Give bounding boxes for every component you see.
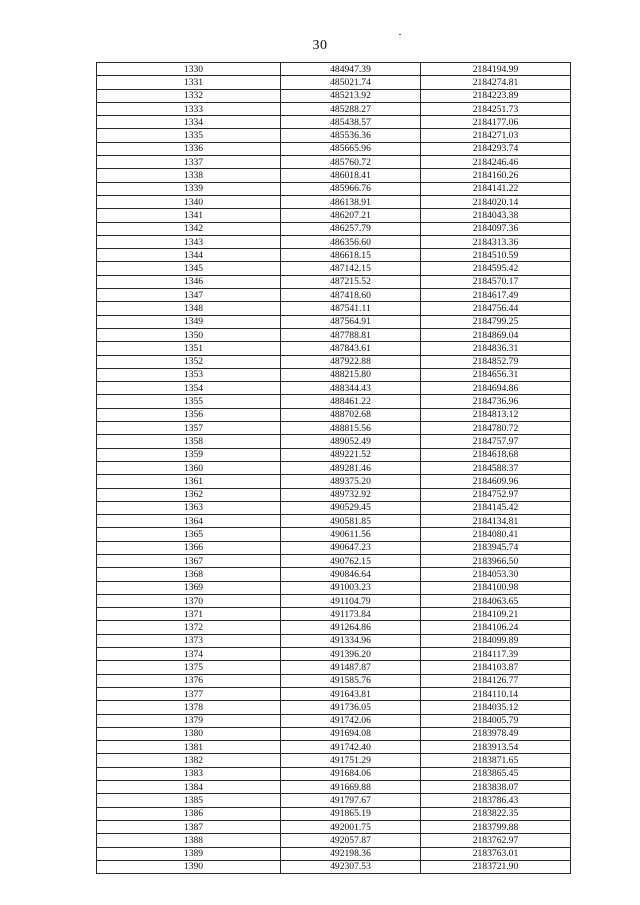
y-coordinate-cell: 2183721.90 [421,860,571,873]
y-coordinate-cell: 2183865.45 [421,767,571,780]
y-coordinate-cell: 2184109.21 [421,608,571,621]
point-number-cell: 1383 [97,767,281,780]
y-coordinate-cell: 2183822.35 [421,807,571,820]
x-coordinate-cell: 490647.23 [281,541,421,554]
table-row [97,235,571,248]
x-coordinate-cell: 485021.74 [281,76,421,89]
point-number-cell: 1374 [97,648,281,661]
point-number-cell: 1387 [97,820,281,833]
table-row [97,142,571,155]
point-number-cell: 1343 [97,235,281,248]
y-coordinate-cell: 2184757.97 [421,435,571,448]
x-coordinate-cell: 491643.81 [281,687,421,700]
y-coordinate-cell: 2184836.31 [421,342,571,355]
y-coordinate-cell: 2184099.89 [421,634,571,647]
table-row [97,634,571,647]
point-number-cell: 1354 [97,382,281,395]
y-coordinate-cell: 2184588.37 [421,461,571,474]
point-number-cell: 1386 [97,807,281,820]
x-coordinate-cell: 491585.76 [281,674,421,687]
x-coordinate-cell: 492001.75 [281,820,421,833]
point-number-cell: 1381 [97,741,281,754]
point-number-cell: 1389 [97,847,281,860]
table-row [97,395,571,408]
x-coordinate-cell: 486138.91 [281,195,421,208]
x-coordinate-cell: 488344.43 [281,382,421,395]
y-coordinate-cell: 2184595.42 [421,262,571,275]
point-number-cell: 1332 [97,89,281,102]
y-coordinate-cell: 2184103.87 [421,661,571,674]
y-coordinate-cell: 2184313.36 [421,235,571,248]
x-coordinate-cell: 490529.45 [281,501,421,514]
x-coordinate-cell: 487788.81 [281,328,421,341]
y-coordinate-cell: 2184799.25 [421,315,571,328]
point-number-cell: 1363 [97,501,281,514]
point-number-cell: 1371 [97,608,281,621]
coordinates-table [96,62,571,874]
y-coordinate-cell: 2184043.38 [421,209,571,222]
y-coordinate-cell: 2184271.03 [421,129,571,142]
x-coordinate-cell: 488461.22 [281,395,421,408]
table-row [97,834,571,847]
point-number-cell: 1342 [97,222,281,235]
y-coordinate-cell: 2184080.41 [421,528,571,541]
y-coordinate-cell: 2184194.99 [421,63,571,76]
x-coordinate-cell: 490762.15 [281,554,421,567]
point-number-cell: 1360 [97,461,281,474]
y-coordinate-cell: 2184177.06 [421,116,571,129]
y-coordinate-cell: 2183871.65 [421,754,571,767]
point-number-cell: 1350 [97,328,281,341]
table-row [97,116,571,129]
x-coordinate-cell: 491797.67 [281,794,421,807]
point-number-cell: 1331 [97,76,281,89]
x-coordinate-cell: 485665.96 [281,142,421,155]
x-coordinate-cell: 488215.80 [281,368,421,381]
point-number-cell: 1349 [97,315,281,328]
x-coordinate-cell: 487541.11 [281,302,421,315]
y-coordinate-cell: 2183945.74 [421,541,571,554]
table-row [97,209,571,222]
table-row [97,182,571,195]
point-number-cell: 1382 [97,754,281,767]
y-coordinate-cell: 2184780.72 [421,422,571,435]
y-coordinate-cell: 2184223.89 [421,89,571,102]
point-number-cell: 1369 [97,581,281,594]
table-row [97,820,571,833]
y-coordinate-cell: 2183966.50 [421,554,571,567]
x-coordinate-cell: 488815.56 [281,422,421,435]
point-number-cell: 1390 [97,860,281,873]
x-coordinate-cell: 491694.08 [281,727,421,740]
table-row [97,847,571,860]
table-row [97,368,571,381]
point-number-cell: 1370 [97,594,281,607]
y-coordinate-cell: 2184617.49 [421,289,571,302]
y-coordinate-cell: 2184160.26 [421,169,571,182]
y-coordinate-cell: 2184005.79 [421,714,571,727]
point-number-cell: 1347 [97,289,281,302]
point-number-cell: 1377 [97,687,281,700]
y-coordinate-cell: 2184117.39 [421,648,571,661]
x-coordinate-cell: 491865.19 [281,807,421,820]
table-row [97,102,571,115]
x-coordinate-cell: 487564.91 [281,315,421,328]
point-number-cell: 1367 [97,554,281,567]
table-row [97,581,571,594]
y-coordinate-cell: 2183763.01 [421,847,571,860]
x-coordinate-cell: 491684.06 [281,767,421,780]
y-coordinate-cell: 2184293.74 [421,142,571,155]
table-row [97,222,571,235]
table-row [97,461,571,474]
y-coordinate-cell: 2184694.86 [421,382,571,395]
y-coordinate-cell: 2184053.30 [421,568,571,581]
table-row [97,262,571,275]
table-row [97,701,571,714]
y-coordinate-cell: 2184736.96 [421,395,571,408]
x-coordinate-cell: 490581.85 [281,515,421,528]
point-number-cell: 1378 [97,701,281,714]
table-row [97,328,571,341]
x-coordinate-cell: 486257.79 [281,222,421,235]
point-number-cell: 1361 [97,475,281,488]
table-row [97,794,571,807]
table-row [97,435,571,448]
coordinates-table-body [97,63,571,874]
table-row [97,767,571,780]
y-coordinate-cell: 2184656.31 [421,368,571,381]
point-number-cell: 1355 [97,395,281,408]
y-coordinate-cell: 2183978.49 [421,727,571,740]
table-row [97,754,571,767]
x-coordinate-cell: 487142.15 [281,262,421,275]
table-row [97,727,571,740]
table-row [97,315,571,328]
x-coordinate-cell: 485536.36 [281,129,421,142]
y-coordinate-cell: 2184126.77 [421,674,571,687]
table-row [97,195,571,208]
y-coordinate-cell: 2183786.43 [421,794,571,807]
table-row [97,156,571,169]
y-coordinate-cell: 2184097.36 [421,222,571,235]
x-coordinate-cell: 492198.36 [281,847,421,860]
point-number-cell: 1357 [97,422,281,435]
table-row [97,488,571,501]
y-coordinate-cell: 2184274.81 [421,76,571,89]
x-coordinate-cell: 491487.87 [281,661,421,674]
x-coordinate-cell: 491003.23 [281,581,421,594]
x-coordinate-cell: 488702.68 [281,408,421,421]
point-number-cell: 1372 [97,621,281,634]
point-number-cell: 1388 [97,834,281,847]
y-coordinate-cell: 2184145.42 [421,501,571,514]
y-coordinate-cell: 2184246.46 [421,156,571,169]
point-number-cell: 1330 [97,63,281,76]
point-number-cell: 1373 [97,634,281,647]
y-coordinate-cell: 2184035.12 [421,701,571,714]
x-coordinate-cell: 491334.96 [281,634,421,647]
x-coordinate-cell: 490611.56 [281,528,421,541]
y-coordinate-cell: 2184756.44 [421,302,571,315]
table-row [97,648,571,661]
table-row [97,661,571,674]
y-coordinate-cell: 2183762.97 [421,834,571,847]
y-coordinate-cell: 2184510.59 [421,249,571,262]
point-number-cell: 1344 [97,249,281,262]
x-coordinate-cell: 491751.29 [281,754,421,767]
x-coordinate-cell: 490846.64 [281,568,421,581]
table-row [97,781,571,794]
x-coordinate-cell: 485213.92 [281,89,421,102]
point-number-cell: 1346 [97,275,281,288]
point-number-cell: 1352 [97,355,281,368]
y-coordinate-cell: 2184110.14 [421,687,571,700]
point-number-cell: 1366 [97,541,281,554]
table-row [97,594,571,607]
x-coordinate-cell: 486356.60 [281,235,421,248]
point-number-cell: 1340 [97,195,281,208]
x-coordinate-cell: 485438.57 [281,116,421,129]
point-number-cell: 1351 [97,342,281,355]
point-number-cell: 1341 [97,209,281,222]
x-coordinate-cell: 486207.21 [281,209,421,222]
y-coordinate-cell: 2184570.17 [421,275,571,288]
x-coordinate-cell: 485966.76 [281,182,421,195]
x-coordinate-cell: 487215.52 [281,275,421,288]
point-number-cell: 1359 [97,448,281,461]
x-coordinate-cell: 489052.49 [281,435,421,448]
point-number-cell: 1335 [97,129,281,142]
y-coordinate-cell: 2184251.73 [421,102,571,115]
x-coordinate-cell: 491396.20 [281,648,421,661]
y-coordinate-cell: 2184100.98 [421,581,571,594]
table-row [97,89,571,102]
y-coordinate-cell: 2184618.68 [421,448,571,461]
table-row [97,275,571,288]
point-number-cell: 1338 [97,169,281,182]
table-row [97,714,571,727]
x-coordinate-cell: 492307.53 [281,860,421,873]
table-row [97,621,571,634]
x-coordinate-cell: 489732.92 [281,488,421,501]
point-number-cell: 1379 [97,714,281,727]
x-coordinate-cell: 487418.60 [281,289,421,302]
x-coordinate-cell: 491736.05 [281,701,421,714]
point-number-cell: 1364 [97,515,281,528]
point-number-cell: 1334 [97,116,281,129]
x-coordinate-cell: 487843.61 [281,342,421,355]
point-number-cell: 1353 [97,368,281,381]
table-row [97,741,571,754]
y-coordinate-cell: 2184063.65 [421,594,571,607]
point-number-cell: 1368 [97,568,281,581]
y-coordinate-cell: 2184020.14 [421,195,571,208]
table-row [97,860,571,873]
table-row [97,554,571,567]
table-row [97,541,571,554]
x-coordinate-cell: 491173.84 [281,608,421,621]
scan-speck [399,34,401,35]
y-coordinate-cell: 2183838.07 [421,781,571,794]
x-coordinate-cell: 485760.72 [281,156,421,169]
table-row [97,807,571,820]
x-coordinate-cell: 485288.27 [281,102,421,115]
point-number-cell: 1385 [97,794,281,807]
point-number-cell: 1375 [97,661,281,674]
table-row [97,289,571,302]
table-row [97,674,571,687]
point-number-cell: 1337 [97,156,281,169]
table-row [97,528,571,541]
table-row [97,448,571,461]
point-number-cell: 1356 [97,408,281,421]
table-row [97,342,571,355]
table-row [97,63,571,76]
point-number-cell: 1365 [97,528,281,541]
x-coordinate-cell: 491264.86 [281,621,421,634]
x-coordinate-cell: 492057.87 [281,834,421,847]
x-coordinate-cell: 491104.79 [281,594,421,607]
y-coordinate-cell: 2184141.22 [421,182,571,195]
point-number-cell: 1348 [97,302,281,315]
y-coordinate-cell: 2183913.54 [421,741,571,754]
table-row [97,422,571,435]
table-row [97,129,571,142]
y-coordinate-cell: 2184852.79 [421,355,571,368]
point-number-cell: 1362 [97,488,281,501]
x-coordinate-cell: 489281.46 [281,461,421,474]
point-number-cell: 1336 [97,142,281,155]
x-coordinate-cell: 491742.06 [281,714,421,727]
y-coordinate-cell: 2184813.12 [421,408,571,421]
y-coordinate-cell: 2184106.24 [421,621,571,634]
point-number-cell: 1333 [97,102,281,115]
table-row [97,408,571,421]
table-row [97,608,571,621]
table-row [97,382,571,395]
table-row [97,687,571,700]
x-coordinate-cell: 491669.88 [281,781,421,794]
x-coordinate-cell: 484947.39 [281,63,421,76]
point-number-cell: 1384 [97,781,281,794]
table-row [97,249,571,262]
y-coordinate-cell: 2184609.96 [421,475,571,488]
point-number-cell: 1380 [97,727,281,740]
point-number-cell: 1376 [97,674,281,687]
table-row [97,515,571,528]
x-coordinate-cell: 486018.41 [281,169,421,182]
x-coordinate-cell: 489375.20 [281,475,421,488]
y-coordinate-cell: 2183799.88 [421,820,571,833]
table-row [97,302,571,315]
x-coordinate-cell: 489221.52 [281,448,421,461]
x-coordinate-cell: 491742.40 [281,741,421,754]
y-coordinate-cell: 2184134.81 [421,515,571,528]
table-row [97,501,571,514]
point-number-cell: 1358 [97,435,281,448]
table-row [97,76,571,89]
page-number: 30 [312,38,328,53]
table-row [97,169,571,182]
y-coordinate-cell: 2184869.04 [421,328,571,341]
point-number-cell: 1345 [97,262,281,275]
y-coordinate-cell: 2184752.97 [421,488,571,501]
table-row [97,355,571,368]
table-row [97,568,571,581]
table-row [97,475,571,488]
point-number-cell: 1339 [97,182,281,195]
x-coordinate-cell: 487922.88 [281,355,421,368]
x-coordinate-cell: 486618.15 [281,249,421,262]
